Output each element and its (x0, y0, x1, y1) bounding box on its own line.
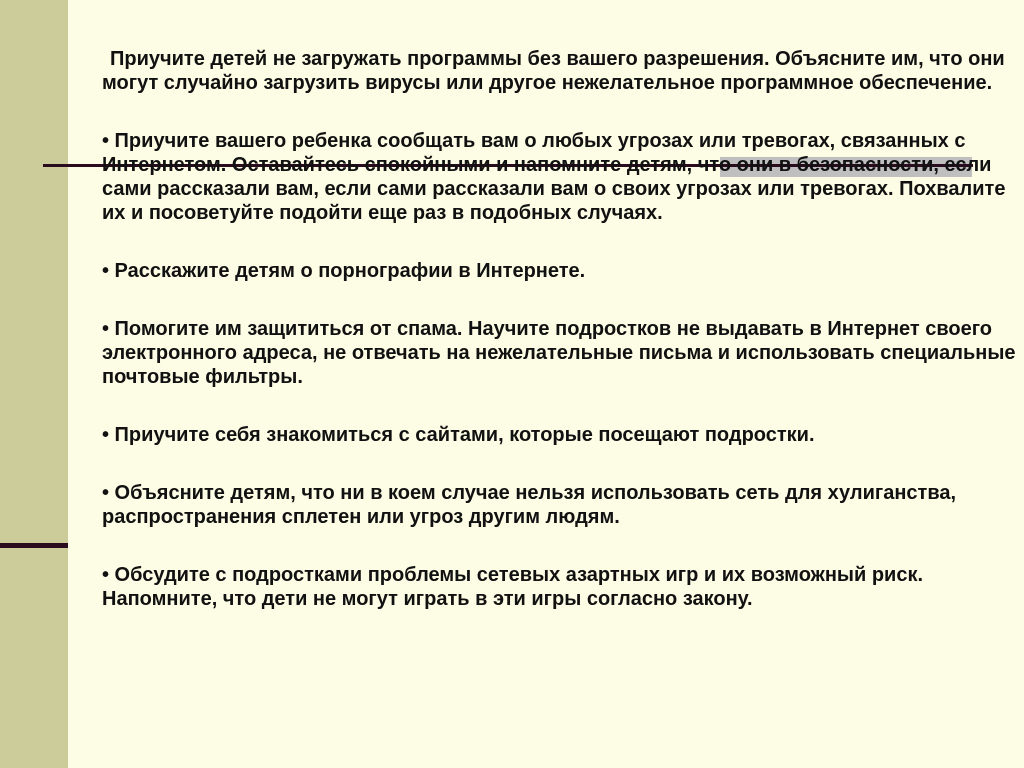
paragraph-report-threats: • Приучите вашего ребенка сообщать вам о любых угрозах или тревогах, связанных с Интернетом. Оставайтесь спокойными и напомните детям, что они в безопасности, если сами рассказали вам, если сами рассказали вам о своих угрозах или тревогах. Похвалите их и посоветуйте подойти еще раз в подобных случаях. (102, 130, 1006, 224)
paragraph-spam: • Помогите им защититься от спама. Научите подростков не выдавать в Интернет своего электронного адреса, не отвечать на нежелательные письма и использовать специальные почтовые фильтры. (102, 318, 1016, 388)
paragraph-gambling: • Обсудите с подростками проблемы сетевых азартных игр и их возможный риск. Напомните, что дети не могут играть в эти игры согласно закону. (102, 564, 924, 610)
slide-body (102, 47, 1018, 611)
paragraph-pornography: • Расскажите детям о порнографии в Интернете. (102, 260, 586, 282)
paragraph-downloads: Приучите детей не загружать программы без вашего разрешения. Объясните им, что они могут случайно загрузить вирусы или другое нежелательное программное обеспечение. (102, 48, 1005, 94)
left-sidebar-band (0, 0, 68, 768)
paragraph-hooliganism: • Объясните детям, что ни в коем случае нельзя использовать сеть для хулиганства, распространения сплетен или угроз другим людям. (102, 482, 957, 528)
sidebar-divider-rule (0, 543, 68, 548)
paragraph-sites: • Приучите себя знакомиться с сайтами, которые посещают подростки. (102, 424, 815, 446)
